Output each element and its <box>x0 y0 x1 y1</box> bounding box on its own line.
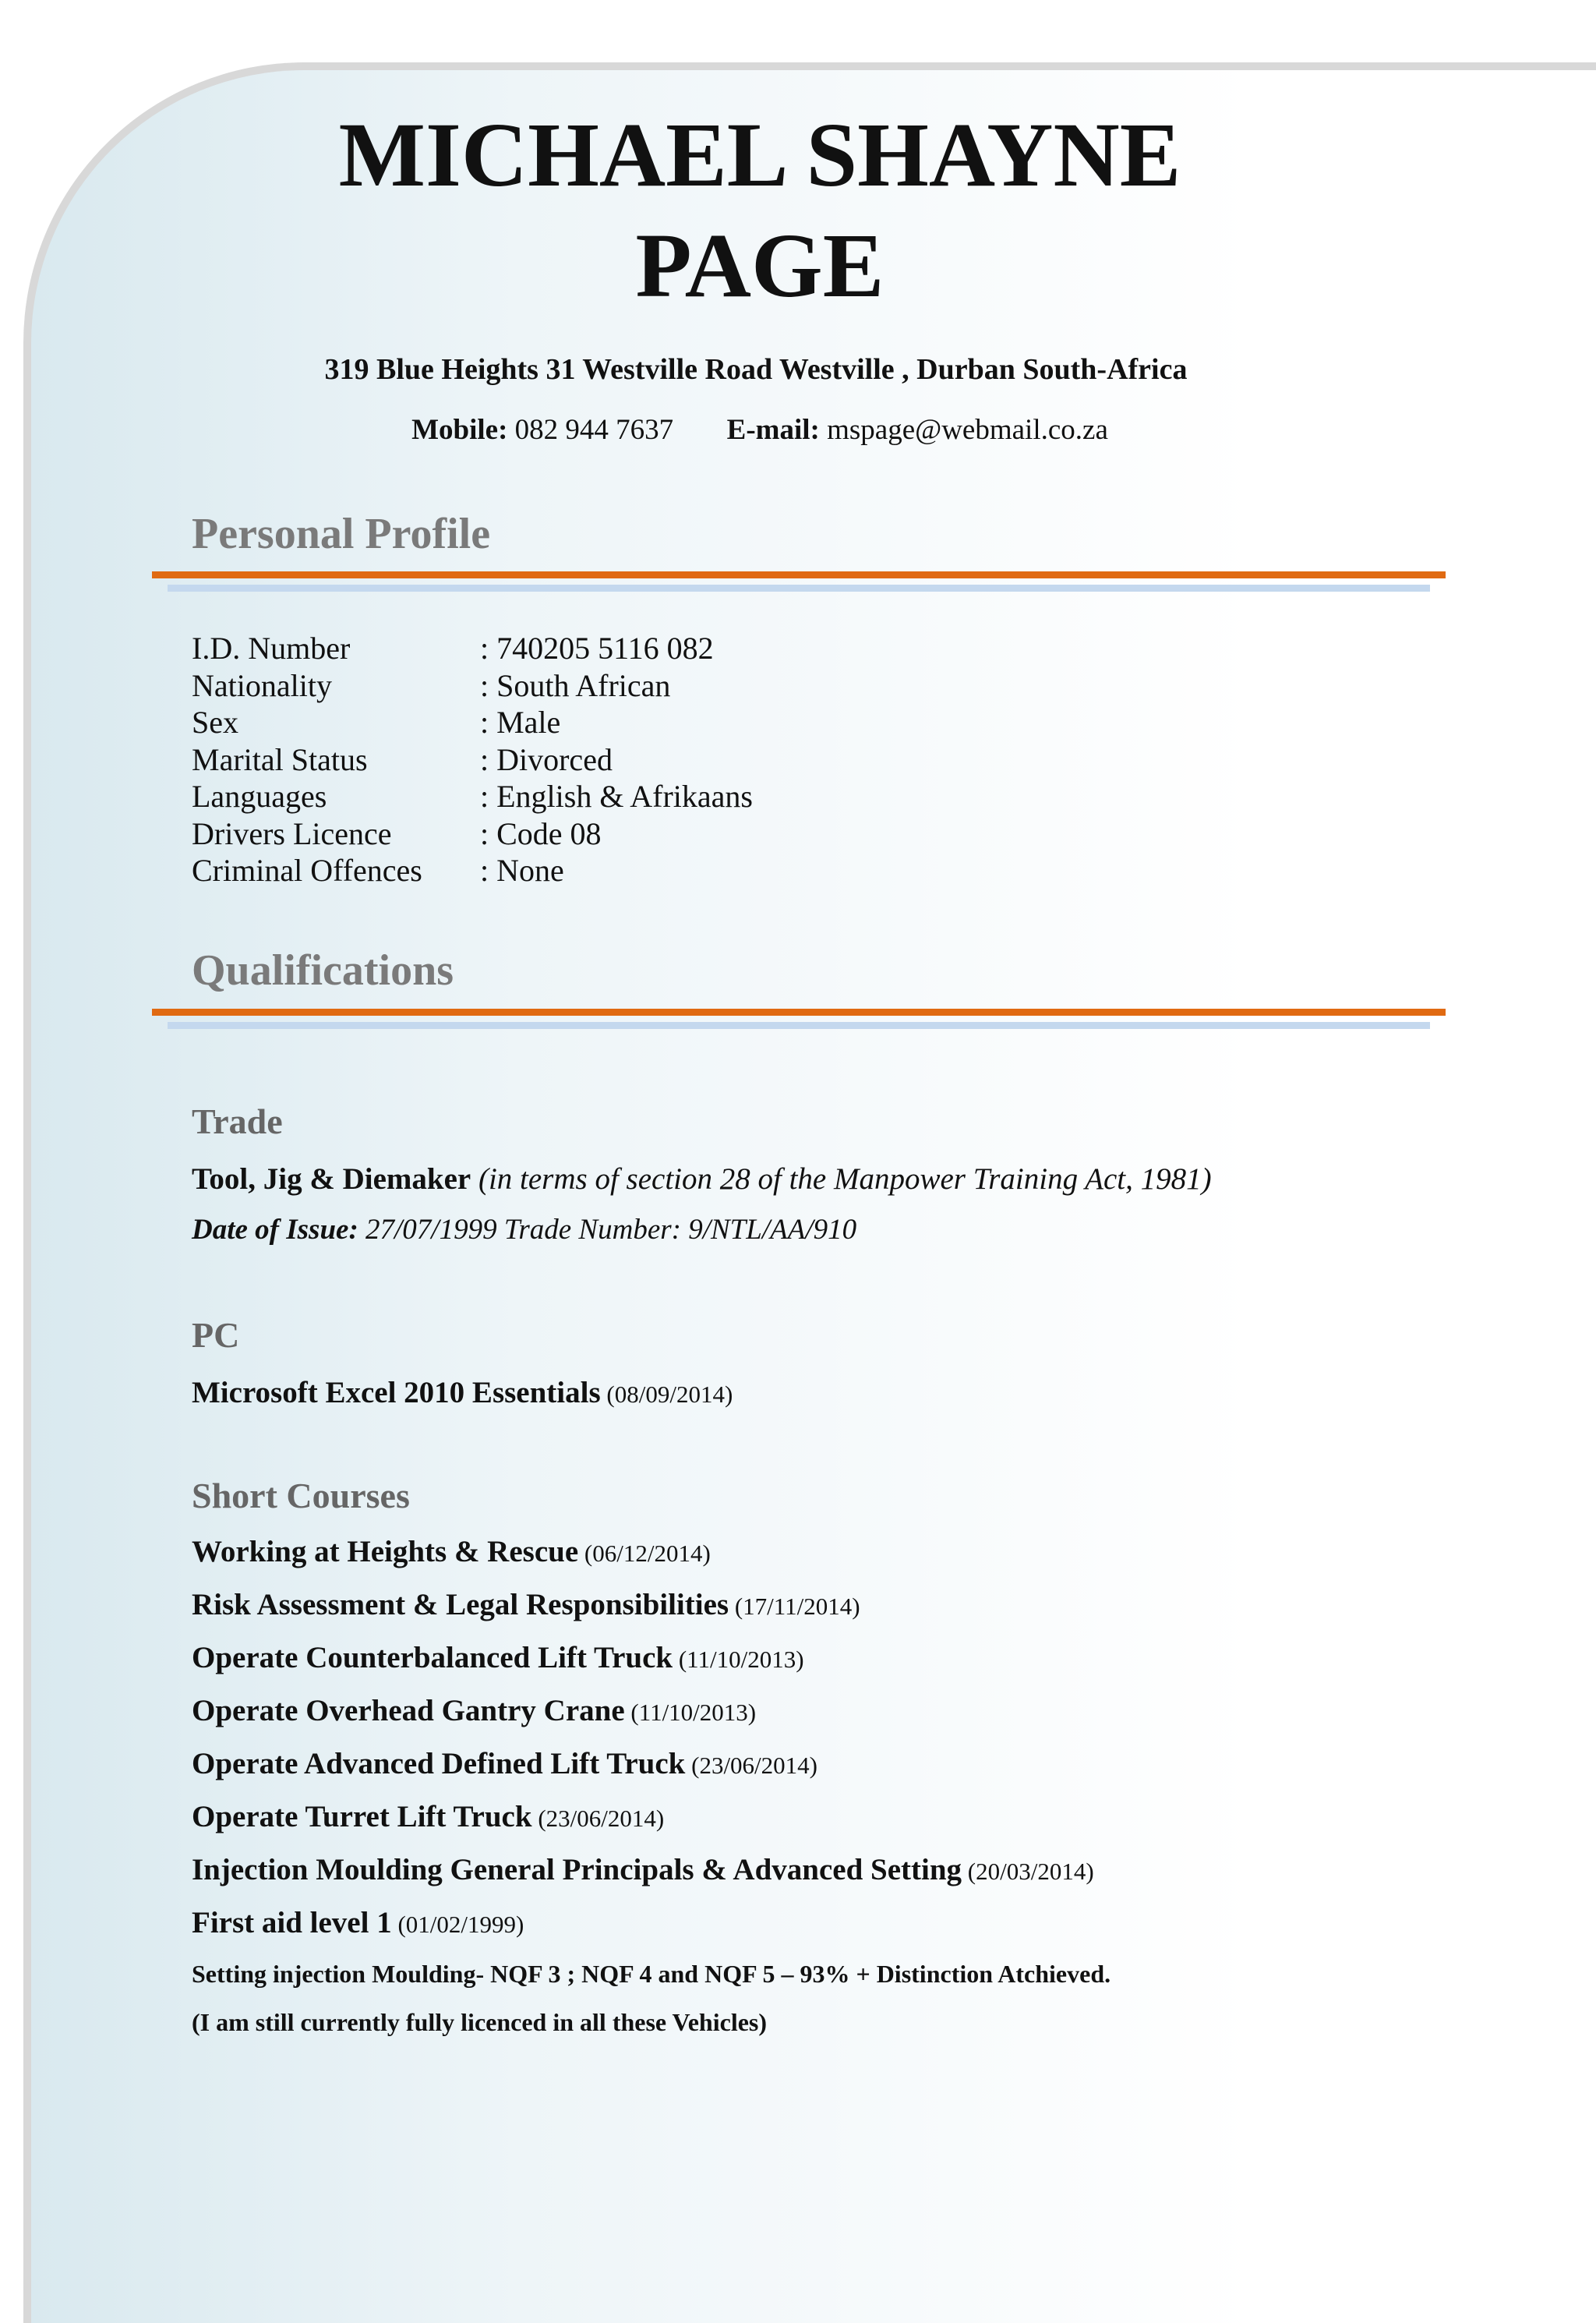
short-course-item <box>192 1905 524 1940</box>
pc-course-date: (08/09/2014) <box>600 1381 733 1408</box>
profile-value: : English & Afrikaans <box>480 779 753 814</box>
profile-row <box>192 815 753 853</box>
trade-name: Tool, Jig & Diemaker <box>192 1162 471 1196</box>
course-name: Risk Assessment & Legal Responsibilities <box>192 1588 729 1621</box>
trade-title: Trade <box>192 1101 283 1141</box>
course-date: (17/11/2014) <box>729 1593 860 1620</box>
course-name: Operate Turret Lift Truck <box>192 1800 532 1833</box>
course-name: Operate Advanced Defined Lift Truck <box>192 1747 686 1780</box>
profile-label: I.D. Number <box>192 631 351 666</box>
course-date: (23/06/2014) <box>531 1805 665 1832</box>
short-course-item <box>192 1746 817 1781</box>
qualifications-title: Qualifications <box>192 946 454 995</box>
email-label: E-mail: <box>726 414 820 446</box>
profile-label: Criminal Offences <box>192 853 422 888</box>
short-course-item <box>192 1693 756 1728</box>
profile-value: : Divorced <box>480 741 613 777</box>
profile-row <box>192 704 753 741</box>
issue-text: 27/07/1999 Trade Number: 9/NTL/AA/910 <box>358 1214 857 1246</box>
short-courses-title: Short Courses <box>192 1476 410 1515</box>
course-name: Working at Heights & Rescue <box>192 1535 579 1568</box>
course-date: (06/12/2014) <box>578 1540 711 1567</box>
profile-value: : 740205 5116 082 <box>480 631 714 666</box>
address: 319 Blue Heights 31 Westville Road Westville , Durban South-Africa <box>324 353 1188 386</box>
pc-title: PC <box>192 1315 240 1355</box>
mobile-number: 082 944 7637 <box>514 414 674 446</box>
section-rule-orange <box>152 1009 1446 1016</box>
course-name: Operate Counterbalanced Lift Truck <box>192 1641 673 1674</box>
trade-note: (in terms of section 28 of the Manpower Training Act, 1981) <box>471 1162 1212 1196</box>
profile-value: : South African <box>480 667 671 703</box>
injection-moulding-note: Setting injection Moulding- NQF 3 ; NQF 4 and NQF 5 – 93% + Distinction Atchieved. <box>192 1960 1111 1988</box>
trade-issue-line <box>192 1213 856 1246</box>
pc-course: Microsoft Excel 2010 Essentials <box>192 1376 601 1409</box>
course-date: (01/02/1999) <box>391 1911 524 1938</box>
name-line-2: PAGE <box>635 214 885 316</box>
course-name: First aid level 1 <box>192 1906 392 1939</box>
course-date: (23/06/2014) <box>685 1752 817 1779</box>
profile-value: : Code 08 <box>480 815 602 851</box>
profile-row <box>192 667 753 705</box>
short-course-item <box>192 1534 711 1569</box>
personal-profile-title: Personal Profile <box>192 510 491 558</box>
profile-row <box>192 852 753 889</box>
profile-value: : Male <box>480 705 561 740</box>
course-date: (20/03/2014) <box>962 1858 1094 1885</box>
profile-row <box>192 778 753 815</box>
course-date: (11/10/2013) <box>673 1646 804 1673</box>
profile-label: Marital Status <box>192 741 368 777</box>
contact-line <box>0 413 1520 447</box>
profile-label: Languages <box>192 779 327 814</box>
section-rule-blue <box>168 585 1430 592</box>
course-name: Injection Moulding General Principals & Advanced Setting <box>192 1853 962 1886</box>
short-course-item <box>192 1640 804 1675</box>
profile-value: : None <box>480 853 564 888</box>
profile-label: Nationality <box>192 667 332 703</box>
course-name: Operate Overhead Gantry Crane <box>192 1694 625 1727</box>
profile-label: Drivers Licence <box>192 815 392 851</box>
section-rule-blue <box>168 1022 1430 1029</box>
email-address: mspage@webmail.co.za <box>827 414 1108 446</box>
section-rule-orange <box>152 571 1446 578</box>
profile-row <box>192 741 753 779</box>
course-date: (11/10/2013) <box>624 1699 757 1726</box>
short-course-item <box>192 1852 1094 1887</box>
short-course-item <box>192 1799 664 1834</box>
profile-label: Sex <box>192 705 238 740</box>
profile-row <box>192 630 753 667</box>
licence-note: (I am still currently fully licenced in all these Vehicles) <box>192 2008 768 2036</box>
trade-line <box>192 1162 1212 1197</box>
short-course-item <box>192 1587 860 1622</box>
personal-profile-table <box>192 630 753 889</box>
name-line-1: MICHAEL SHAYNE <box>338 104 1181 206</box>
pc-course-line <box>192 1375 733 1410</box>
issue-label: Date of Issue: <box>192 1214 358 1246</box>
mobile-label: Mobile: <box>411 414 508 446</box>
